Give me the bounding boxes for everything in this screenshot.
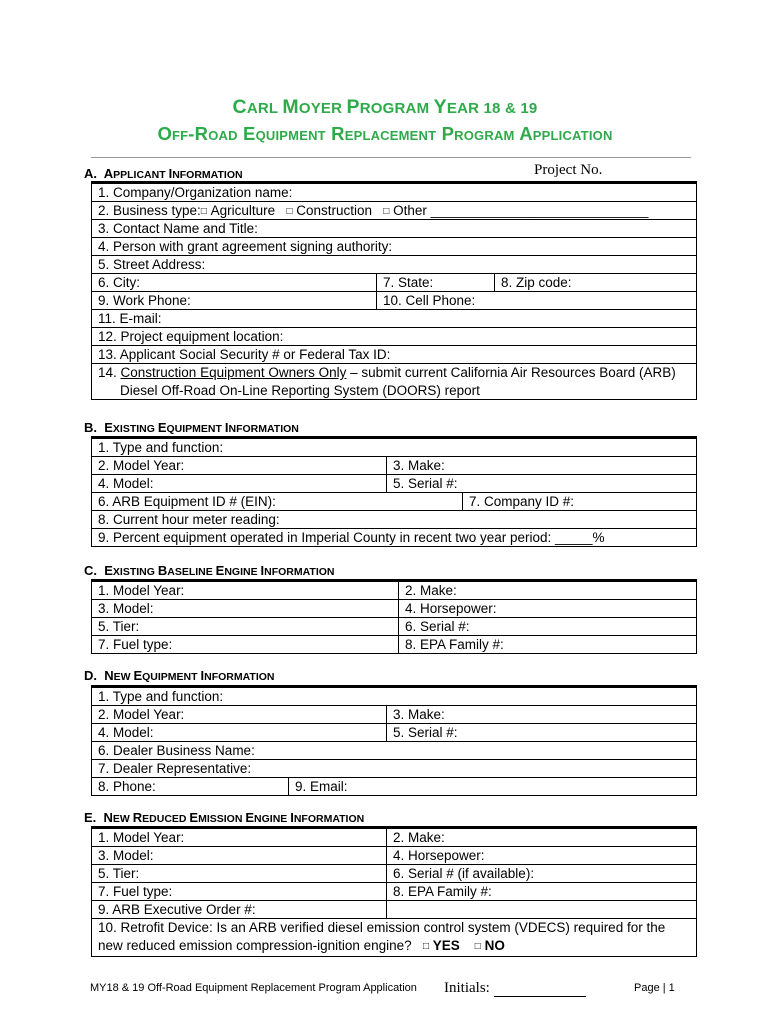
section-d-table bbox=[91, 685, 697, 796]
model-field[interactable]: 4. Model: bbox=[98, 476, 154, 491]
model-field[interactable]: 3. Model: bbox=[98, 848, 154, 863]
work-phone-field[interactable]: 9. Work Phone: bbox=[98, 293, 191, 308]
make-field[interactable]: 2. Make: bbox=[398, 582, 457, 599]
equipment-location-field[interactable]: 12. Project equipment location: bbox=[91, 328, 697, 346]
dealer-rep-field[interactable]: 7. Dealer Representative: bbox=[91, 760, 697, 778]
checkbox-agriculture[interactable]: □ bbox=[200, 206, 207, 217]
model-field[interactable]: 3. Model: bbox=[98, 601, 154, 616]
section-b-table bbox=[91, 436, 697, 547]
signing-authority-field[interactable]: 4. Person with grant agreement signing authority: bbox=[91, 238, 697, 256]
make-field[interactable]: 3. Make: bbox=[386, 706, 445, 723]
cell-phone-field[interactable]: 10. Cell Phone: bbox=[376, 292, 475, 309]
dealer-business-field[interactable]: 6. Dealer Business Name: bbox=[91, 742, 697, 760]
city-state-zip-row bbox=[91, 274, 697, 292]
make-field[interactable]: 3. Make: bbox=[386, 457, 445, 474]
serial-field[interactable]: 5. Serial #: bbox=[386, 475, 458, 492]
hour-meter-field[interactable]: 8. Current hour meter reading: bbox=[91, 511, 697, 529]
checkbox-construction[interactable]: □ bbox=[286, 206, 293, 217]
checkbox-no[interactable]: □ bbox=[474, 941, 481, 952]
section-e-table bbox=[91, 826, 697, 957]
model-year-field[interactable]: 2. Model Year: bbox=[98, 707, 185, 722]
section-a-heading: A. APPLICANT INFORMATION bbox=[84, 166, 243, 181]
fuel-type-field[interactable]: 7. Fuel type: bbox=[98, 637, 173, 652]
retrofit-device-question: 10. Retrofit Device: Is an ARB verified diesel emission control system (VDECS) required for the new reduced emission compression-ignition engine? □ YES □ NO bbox=[91, 919, 697, 957]
company-id-field[interactable]: 7. Company ID #: bbox=[462, 493, 574, 510]
footer-title: MY18 & 19 Off-Road Equipment Replacement Program Application bbox=[90, 982, 417, 994]
street-address-field[interactable]: 5. Street Address: bbox=[91, 256, 697, 274]
checkbox-other[interactable]: □ bbox=[383, 206, 390, 217]
section-c-heading: C. EXISTING BASELINE ENGINE INFORMATION bbox=[84, 563, 335, 578]
model-year-field[interactable]: 1. Model Year: bbox=[98, 583, 185, 598]
checkbox-yes[interactable]: □ bbox=[422, 941, 429, 952]
initials-line[interactable] bbox=[494, 996, 586, 997]
business-type-field: 2. Business type:□ Agriculture □ Construction □ Other _____________________________ bbox=[91, 202, 697, 220]
zip-field[interactable]: 8. Zip code: bbox=[494, 274, 572, 291]
page-number: Page | 1 bbox=[634, 982, 675, 994]
serial-field[interactable]: 6. Serial # (if available): bbox=[386, 865, 534, 882]
other-line[interactable]: _____________________________ bbox=[430, 203, 649, 218]
type-function-field[interactable]: 1. Type and function: bbox=[91, 688, 697, 706]
epa-family-field[interactable]: 8. EPA Family #: bbox=[386, 883, 492, 900]
city-field[interactable]: 6. City: bbox=[98, 275, 141, 290]
section-c-table bbox=[91, 579, 697, 654]
serial-field[interactable]: 5. Serial #: bbox=[386, 724, 458, 741]
percent-operated-field[interactable]: 9. Percent equipment operated in Imperial County in recent two year period: _____% bbox=[91, 529, 697, 547]
doors-report-note: 14. Construction Equipment Owners Only – submit current California Air Resources Board (ARB) Diesel Off-Road On-Line Reporting System (DOORS) report bbox=[91, 364, 697, 400]
epa-family-field[interactable]: 8. EPA Family #: bbox=[398, 636, 504, 653]
initials-label: Initials: bbox=[444, 980, 490, 996]
section-a-table bbox=[91, 181, 697, 400]
type-function-field[interactable]: 1. Type and function: bbox=[91, 439, 697, 457]
ein-field[interactable]: 6. ARB Equipment ID # (EIN): bbox=[98, 494, 276, 509]
fuel-type-field[interactable]: 7. Fuel type: bbox=[98, 884, 173, 899]
form-title-line1: CARL MOYER PROGRAM YEAR 18 & 19 bbox=[232, 96, 538, 118]
form-title-line2: Off-Road Equipment Replacement Program Application bbox=[157, 123, 613, 144]
tier-field[interactable]: 5. Tier: bbox=[98, 866, 140, 881]
email-field[interactable]: 11. E-mail: bbox=[91, 310, 697, 328]
executive-order-field[interactable]: 9. ARB Executive Order #: bbox=[98, 902, 256, 917]
section-b-heading: B. EXISTING EQUIPMENT INFORMATION bbox=[84, 420, 299, 435]
tax-id-field[interactable]: 13. Applicant Social Security # or Federal Tax ID: bbox=[91, 346, 697, 364]
model-field[interactable]: 4. Model: bbox=[98, 725, 154, 740]
model-year-field[interactable]: 2. Model Year: bbox=[98, 458, 185, 473]
section-d-heading: D. NEW EQUIPMENT INFORMATION bbox=[84, 668, 275, 683]
phone-field[interactable]: 8. Phone: bbox=[98, 779, 156, 794]
serial-field[interactable]: 6. Serial #: bbox=[398, 618, 470, 635]
model-year-field[interactable]: 1. Model Year: bbox=[98, 830, 185, 845]
email-field[interactable]: 9. Email: bbox=[288, 778, 348, 795]
horsepower-field[interactable]: 4. Horsepower: bbox=[398, 600, 497, 617]
phone-row bbox=[91, 292, 697, 310]
state-field[interactable]: 7. State: bbox=[376, 274, 433, 291]
contact-name-field[interactable]: 3. Contact Name and Title: bbox=[91, 220, 697, 238]
tier-field[interactable]: 5. Tier: bbox=[98, 619, 140, 634]
make-field[interactable]: 2. Make: bbox=[386, 829, 445, 846]
horsepower-field[interactable]: 4. Horsepower: bbox=[386, 847, 485, 864]
project-number-label: Project No. bbox=[534, 162, 603, 178]
title-divider bbox=[91, 157, 691, 158]
section-e-heading: E. NEW REDUCED EMISSION ENGINE INFORMATION bbox=[84, 810, 365, 825]
company-name-field[interactable]: 1. Company/Organization name: bbox=[91, 184, 697, 202]
